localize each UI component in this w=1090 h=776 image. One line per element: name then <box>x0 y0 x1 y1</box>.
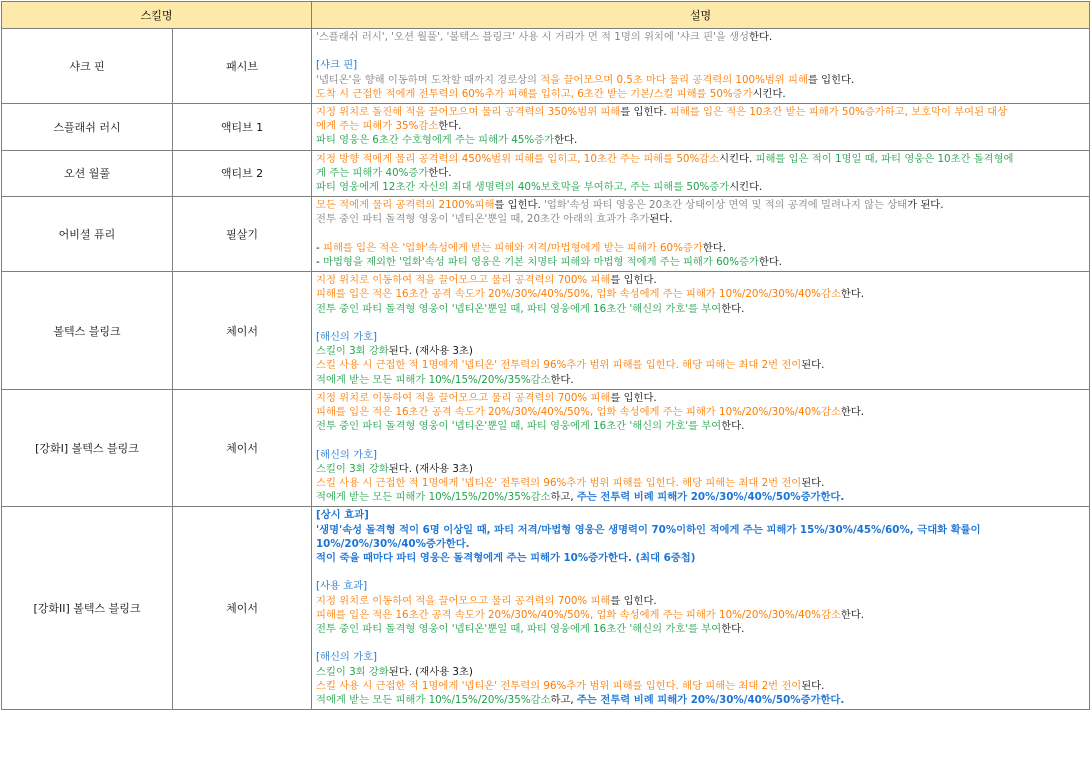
description-segment: 전투 중인 파티 돌격형 영웅이 '넵티온'뿐일 때, 파티 영웅에게 16초간 '해신의 가호'를 부여 <box>316 420 722 433</box>
description-line <box>316 358 1085 372</box>
description-line <box>316 344 1085 358</box>
description-line <box>316 419 1085 433</box>
skill-name: [강화I] 볼텍스 블링크 <box>2 389 173 507</box>
description-segment: 피해를 입은 적은 10초간 받는 피해가 50%증가하고, 보호막이 부여된 대상 <box>669 106 1008 118</box>
description-line <box>316 433 1085 447</box>
description-line <box>316 462 1085 476</box>
table-row <box>2 272 1090 390</box>
description-segment: 파티 영웅에게 12초간 자신의 최대 생명력의 40%보호막을 부여하고, 주는 피해를 50%증가 <box>316 181 730 194</box>
description-line <box>316 44 1085 58</box>
description-segment: '생명'속성 돌격형 적이 6명 이상일 때, 파티 저격/마법형 영웅은 생명력이 70%이하인 적에게 주는 피해가 15%/30%/45%/60%, 극대화 확률이 <box>316 523 981 536</box>
description-line <box>316 330 1085 344</box>
description-segment: '넵티온'을 향해 이동하며 도착할 때까지 경로상의 <box>316 73 541 86</box>
description-segment: 시킨다. <box>752 87 786 100</box>
description-segment: '업화'속성 파티 영웅은 20초간 상태이상 면역 및 적의 공격에 밀려나지 않는 상태 <box>544 199 908 212</box>
description-segment: 시킨다. <box>729 181 763 194</box>
description-segment: 주는 전투력 비례 피해가 20%/30%/40%/50%증가한다. <box>576 694 845 707</box>
skill-type: 체이서 <box>173 389 312 507</box>
description-segment: 스킬 사용 시 근접한 적 1명에게 '넵티온' 전투력의 96%추가 범위 피해를 입힌다. 해당 피해는 최대 2번 전이 <box>316 477 802 490</box>
description-segment: 시킨다. <box>719 152 756 165</box>
description-segment: 피해를 입은 적은 '업화'속성에게 받는 피해와 저격/마법형에게 받는 피해가 60%증가 <box>323 241 703 254</box>
description-segment: 주는 전투력 비례 피해가 20%/30%/40%/50%증가한다. <box>576 491 845 504</box>
description-segment: 한다. <box>702 241 726 254</box>
description-segment: 된다. <box>801 679 825 692</box>
description-segment: 지정 방향 적에게 물리 공격력의 450%범위 피해를 입히고, 10초간 주는 피해를 50%감소 <box>316 152 720 165</box>
description-segment: - <box>316 241 324 254</box>
description-line <box>316 287 1085 301</box>
description-segment: 적에게 받는 모든 피해가 10%/15%/20%/35%감소 <box>316 373 551 386</box>
description-segment: 된다. (재사용 3초) <box>388 345 473 358</box>
description-line <box>316 198 1085 212</box>
description-line <box>316 594 1085 608</box>
description-segment: 전투 중인 파티 돌격형 영웅이 '넵티온'뿐일 때, 파티 영웅에게 16초간 '해신의 가호'를 부여 <box>316 302 722 315</box>
description-segment: 파티 영웅은 6초간 수호형에게 주는 피해가 45%증가 <box>316 134 555 147</box>
description-line <box>316 476 1085 490</box>
description-line <box>316 537 1085 551</box>
skill-description <box>312 389 1090 507</box>
description-segment: 스킬이 3회 강화 <box>316 665 389 678</box>
description-line <box>316 636 1085 650</box>
description-segment: 한다. <box>840 608 865 621</box>
description-line <box>316 665 1085 679</box>
description-line <box>316 73 1085 87</box>
description-segment: [해신의 가호] <box>316 651 378 664</box>
skill-name: 오션 월풀 <box>2 150 173 197</box>
description-segment: 스킬이 3회 강화 <box>316 345 389 358</box>
skill-description <box>312 197 1090 272</box>
skill-type: 체이서 <box>173 272 312 390</box>
description-segment: 적을 끌어모으며 0.5초 마다 물리 공격력의 100%범위 피해 <box>540 73 808 86</box>
skill-table <box>1 1 1090 710</box>
description-line <box>316 608 1085 622</box>
description-segment: 지정 위치로 돌진해 적을 끌어모으며 물리 공격력의 350%범위 피해 <box>316 106 621 118</box>
description-segment: 스킬이 3회 강화 <box>316 462 389 475</box>
description-segment: 한다. <box>550 373 574 386</box>
description-segment: 적에게 받는 모든 피해가 10%/15%/20%/35%감소 <box>316 694 551 707</box>
description-segment: 한다. <box>840 288 865 301</box>
description-line <box>316 622 1085 636</box>
description-line <box>316 373 1085 387</box>
description-segment: 10%/20%/30%/40%증가한다. <box>316 537 470 550</box>
description-segment: 스킬 사용 시 근접한 적 1명에게 '넵티온' 전투력의 96%추가 범위 피해를 입힌다. 해당 피해는 최대 2번 전이 <box>316 679 802 692</box>
description-line <box>316 302 1085 316</box>
table-row <box>2 104 1090 151</box>
table-row <box>2 150 1090 197</box>
description-segment: 한다. <box>721 302 745 315</box>
description-segment: 도착 시 근접한 적에게 전투력의 60%추가 피해를 입히고, 6초간 받는 기본/스킬 피해를 50%증가 <box>316 87 753 100</box>
description-segment: 지정 위치로 이동하여 적을 끌어모으고 물리 공격력의 700% 피해 <box>316 391 611 404</box>
description-line <box>316 133 1085 147</box>
description-segment: [샤크 핀] <box>316 59 358 72</box>
skill-table-body <box>2 29 1090 710</box>
description-segment: 마법형을 제외한 '업화'속성 파티 영웅은 기본 치명타 피해와 마법형 적에게 주는 피해가 60%증가 <box>323 256 759 269</box>
description-line <box>316 87 1085 101</box>
description-segment: 하고, <box>550 491 577 504</box>
description-segment: 한다. <box>758 256 783 269</box>
table-row <box>2 29 1090 104</box>
description-line <box>316 448 1085 462</box>
description-segment: 된다. <box>801 359 825 372</box>
description-segment: 한다. <box>721 623 745 636</box>
description-segment: 하고, <box>550 694 577 707</box>
description-line <box>316 391 1085 405</box>
skill-description <box>312 104 1090 151</box>
skill-description <box>312 507 1090 710</box>
description-line <box>316 212 1085 226</box>
description-segment: 전투 중인 파티 돌격형 영웅이 '넵티온'뿐일 때, 파티 영웅에게 16초간 '해신의 가호'를 부여 <box>316 623 722 636</box>
skill-type: 패시브 <box>173 29 312 104</box>
description-segment: 된다. (재사용 3초) <box>388 462 473 475</box>
description-segment: 를 입힌다. <box>610 391 657 404</box>
description-segment: 피해를 입은 적은 16초간 공격 속도가 20%/30%/40%/50%, 업화 속성에게 주는 피해가 10%/20%/30%/40%감소 <box>316 288 841 301</box>
skill-name: 어비셜 퓨리 <box>2 197 173 272</box>
skill-name: 샤크 핀 <box>2 29 173 104</box>
description-segment: 한다. <box>554 134 578 147</box>
description-line <box>316 180 1085 194</box>
description-line <box>316 551 1085 565</box>
description-line <box>316 679 1085 693</box>
description-segment: 를 입힌다. <box>610 594 657 607</box>
description-segment: [해신의 가호] <box>316 448 378 461</box>
table-row <box>2 389 1090 507</box>
description-line <box>316 523 1085 537</box>
description-segment: 를 입힌다. <box>494 199 545 212</box>
description-line <box>316 650 1085 664</box>
description-line <box>316 58 1085 72</box>
description-segment: 피해를 입은 적이 1명일 때, 파티 영웅은 10초간 돌격형에 <box>755 152 1014 165</box>
header-skill-name: 스킬명 <box>2 2 312 29</box>
description-line <box>316 579 1085 593</box>
description-line <box>316 405 1085 419</box>
description-segment: 를 입힌다. <box>620 106 670 118</box>
description-segment: 전투 중인 파티 돌격형 영웅이 '넵티온'뿐일 때, 20초간 아래의 효과가 추가 <box>316 213 650 226</box>
description-segment: 스킬 사용 시 근접한 적 1명에게 '넵티온' 전투력의 96%추가 범위 피해를 입힌다. 해당 피해는 최대 2번 전이 <box>316 359 802 372</box>
description-segment: 한다. <box>428 166 452 179</box>
description-segment: 를 입힌다. <box>610 274 657 287</box>
description-segment: 적이 죽을 때마다 파티 영웅은 돌격형에게 주는 피해가 10%증가한다. (최대 6중첩) <box>316 552 696 565</box>
description-line <box>316 273 1085 287</box>
description-line <box>316 119 1085 133</box>
description-segment: 지정 위치로 이동하여 적을 끌어모으고 물리 공격력의 700% 피해 <box>316 274 611 287</box>
description-segment: 한다. <box>749 31 773 43</box>
description-line <box>316 152 1085 166</box>
description-segment: 지정 위치로 이동하여 적을 끌어모으고 물리 공격력의 700% 피해 <box>316 594 611 607</box>
description-line <box>316 241 1085 255</box>
description-segment: 된다. (재사용 3초) <box>388 665 473 678</box>
skill-type: 액티브 2 <box>173 150 312 197</box>
description-segment: 모든 적에게 물리 공격력의 2100%피해 <box>316 199 495 212</box>
description-line <box>316 255 1085 269</box>
skill-name: 스플래쉬 러시 <box>2 104 173 151</box>
skill-description <box>312 150 1090 197</box>
description-segment: [해신의 가호] <box>316 331 378 344</box>
skill-type: 액티브 1 <box>173 104 312 151</box>
description-line <box>316 105 1085 119</box>
description-line <box>316 565 1085 579</box>
description-segment: '스플래쉬 러시', '오션 월풀', '볼텍스 블링크' 사용 시 거리가 먼 적 1명의 위치에 '샤크 핀'을 생성 <box>316 31 749 43</box>
description-line <box>316 316 1085 330</box>
description-segment: 게 주는 피해가 40%증가 <box>316 166 429 179</box>
description-segment: 피해를 입은 적은 16초간 공격 속도가 20%/30%/40%/50%, 업화 속성에게 주는 피해가 10%/20%/30%/40%감소 <box>316 608 841 621</box>
skill-type: 필살기 <box>173 197 312 272</box>
description-segment: 된다. <box>801 477 825 490</box>
description-segment: 한다. <box>721 420 745 433</box>
description-segment: [사용 효과] <box>316 580 368 593</box>
description-line <box>316 490 1085 504</box>
description-segment: 한다. <box>438 120 462 133</box>
header-description: 설명 <box>312 2 1090 29</box>
skill-description <box>312 272 1090 390</box>
description-line <box>316 30 1085 44</box>
description-segment: 피해를 입은 적은 16초간 공격 속도가 20%/30%/40%/50%, 업화 속성에게 주는 피해가 10%/20%/30%/40%감소 <box>316 406 841 419</box>
description-segment: [상시 효과] <box>316 509 369 522</box>
description-segment: 가 된다. <box>907 199 944 212</box>
description-segment: 에게 주는 피해가 35%감소 <box>316 120 439 133</box>
table-row <box>2 197 1090 272</box>
description-segment: 된다. <box>649 213 673 226</box>
description-line <box>316 508 1085 522</box>
description-segment: 한다. <box>840 406 865 419</box>
description-line <box>316 693 1085 707</box>
skill-description <box>312 29 1090 104</box>
description-segment: 적에게 받는 모든 피해가 10%/15%/20%/35%감소 <box>316 491 551 504</box>
table-header-row <box>2 2 1090 29</box>
description-segment: 를 입힌다. <box>807 73 855 86</box>
description-line <box>316 166 1085 180</box>
description-segment: - <box>316 256 324 269</box>
skill-type: 체이서 <box>173 507 312 710</box>
skill-name: 볼텍스 블링크 <box>2 272 173 390</box>
description-line <box>316 227 1085 241</box>
skill-name: [강화II] 볼텍스 블링크 <box>2 507 173 710</box>
table-row <box>2 507 1090 710</box>
